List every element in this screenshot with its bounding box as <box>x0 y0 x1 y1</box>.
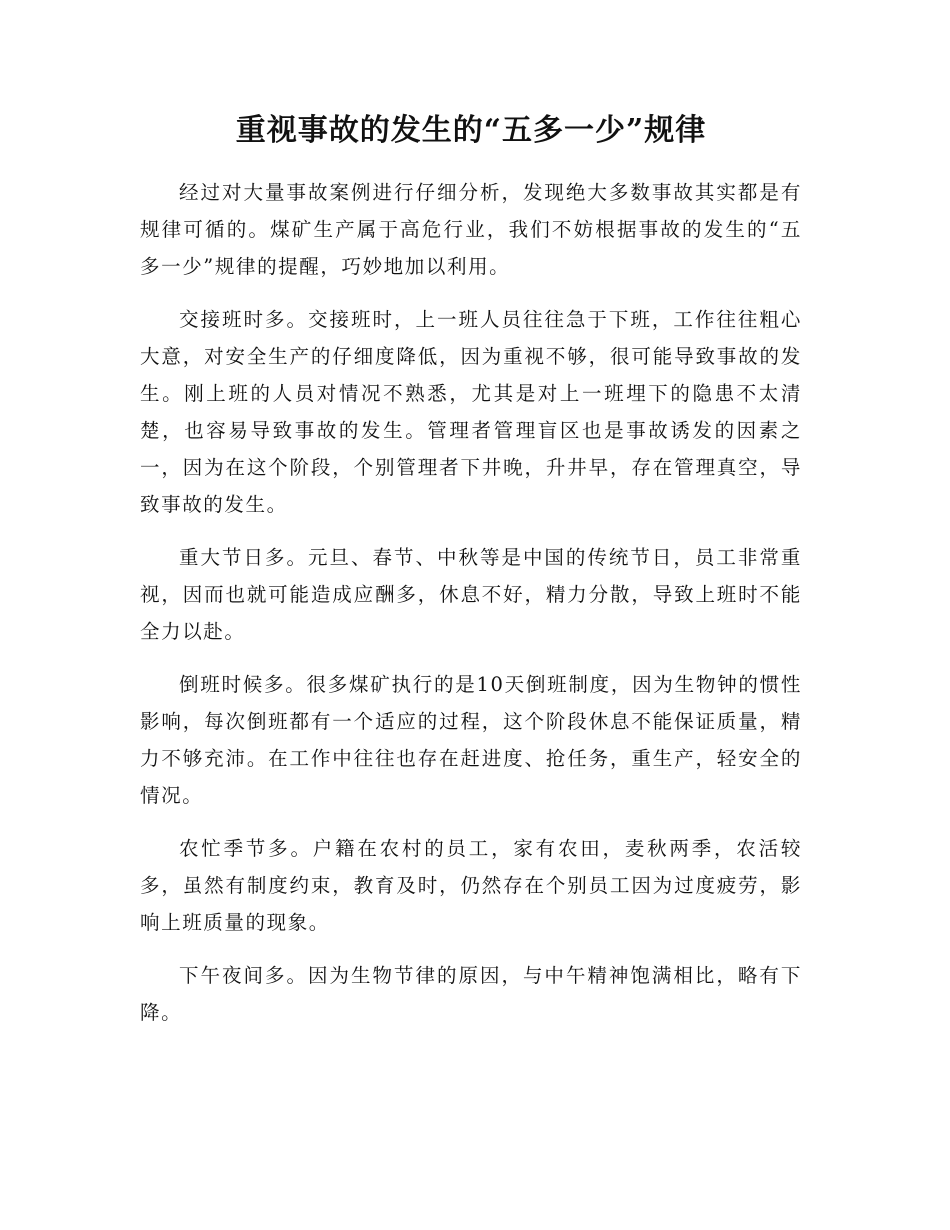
paragraph-shift-rotation: 倒班时候多。很多煤矿执行的是10天倒班制度，因为生物钟的惯性影响，每次倒班都有一个适应的过程，这个阶段休息不能保证质量，精力不够充沛。在工作中往往也存在赶进度、抢任务，重生产，轻安全的情况。 <box>140 673 802 807</box>
document-page <box>140 108 802 1047</box>
paragraph-holidays: 重大节日多。元旦、春节、中秋等是中国的传统节日，员工非常重视，因而也就可能造成应酬多，休息不好，精力分散，导致上班时不能全力以赴。 <box>140 546 802 643</box>
paragraph-intro: 经过对大量事故案例进行仔细分析，发现绝大多数事故其实都是有规律可循的。煤矿生产属于高危行业，我们不妨根据事故的发生的“五多一少”规律的提醒，巧妙地加以利用。 <box>140 181 802 278</box>
document-title: 重视事故的发生的“五多一少”规律 <box>235 113 707 148</box>
paragraph-shift-handover: 交接班时多。交接班时，上一班人员往往急于下班，工作往往粗心大意，对安全生产的仔细度降低，因为重视不够，很可能导致事故的发生。刚上班的人员对情况不熟悉，尤其是对上一班埋下的隐患不太清楚，也容易导致事故的发生。管理者管理盲区也是事故诱发的因素之一，因为在这个阶段，个别管理者下井晚，升井早，存在管理真空，导致事故的发生。 <box>140 308 802 516</box>
paragraph-farming-season: 农忙季节多。户籍在农村的员工，家有农田，麦秋两季，农活较多，虽然有制度约束，教育及时，仍然存在个别员工因为过度疲劳，影响上班质量的现象。 <box>140 837 802 934</box>
paragraph-afternoon-night: 下午夜间多。因为生物节律的原因，与中午精神饱满相比，略有下降。 <box>140 964 802 1024</box>
